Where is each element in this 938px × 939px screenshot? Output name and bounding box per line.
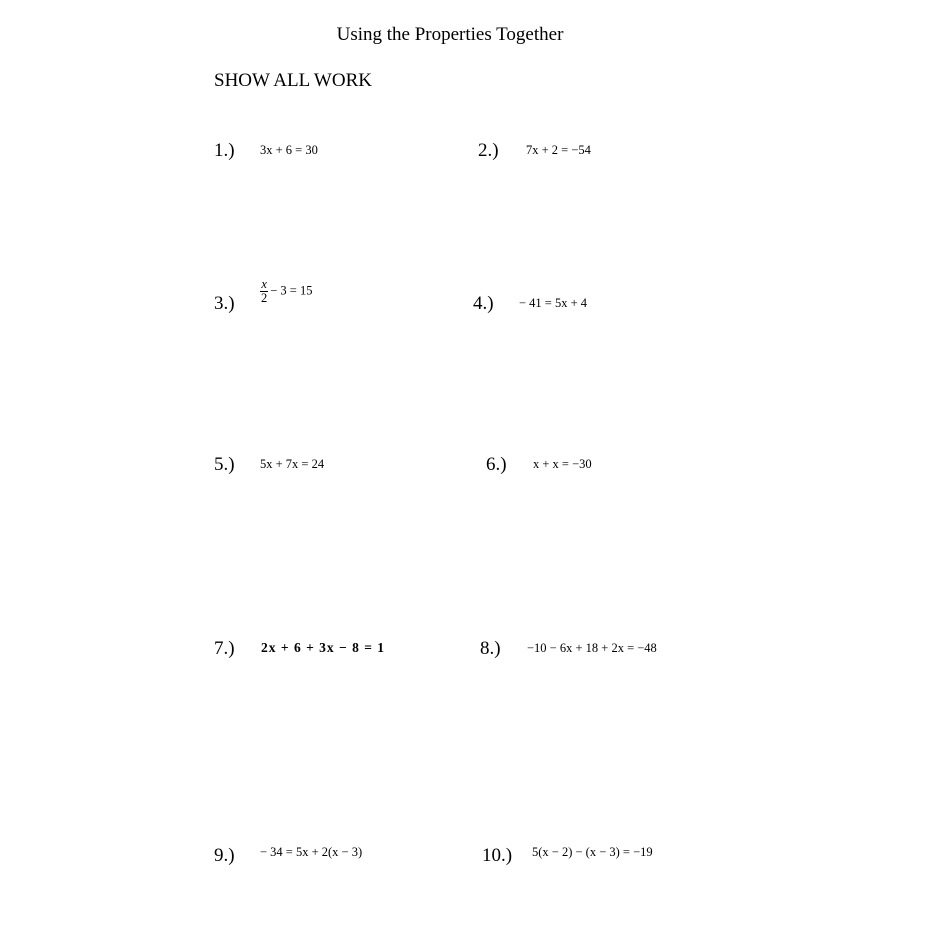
problem-equation: − 41 = 5x + 4 xyxy=(519,296,588,310)
problem-number: 5.) xyxy=(214,454,235,475)
fraction-numerator: x xyxy=(261,277,267,291)
equation-rest: − 3 = 15 xyxy=(270,283,313,298)
problem-number: 3.) xyxy=(214,293,235,314)
problem-equation: 2x + 6 + 3x − 8 = 1 xyxy=(261,640,386,655)
problem-equation: 3x + 6 = 30 xyxy=(260,143,318,157)
problem-number: 6.) xyxy=(486,454,507,475)
problem-number: 4.) xyxy=(473,293,494,314)
problem-number: 9.) xyxy=(214,845,235,866)
problem-number: 1.) xyxy=(214,140,235,161)
problem-equation: −10 − 6x + 18 + 2x = −48 xyxy=(527,641,657,655)
problem-equation: 5x + 7x = 24 xyxy=(260,457,325,471)
fraction-denominator: 2 xyxy=(261,291,268,306)
page-title: Using the Properties Together xyxy=(336,24,564,45)
problem-number: 7.) xyxy=(214,638,235,659)
fraction xyxy=(260,278,268,305)
problem-number: 2.) xyxy=(478,140,499,161)
problem-equation: 5(x − 2) − (x − 3) = −19 xyxy=(532,845,653,859)
problem-equation: x + x = −30 xyxy=(533,457,592,471)
problem-equation: 7x + 2 = −54 xyxy=(526,143,591,157)
problem-number: 10.) xyxy=(482,845,513,866)
problem-equation xyxy=(260,278,312,305)
problem-equation: − 34 = 5x + 2(x − 3) xyxy=(260,845,363,859)
instruction-text: SHOW ALL WORK xyxy=(214,70,372,91)
problem-number: 8.) xyxy=(480,638,501,659)
